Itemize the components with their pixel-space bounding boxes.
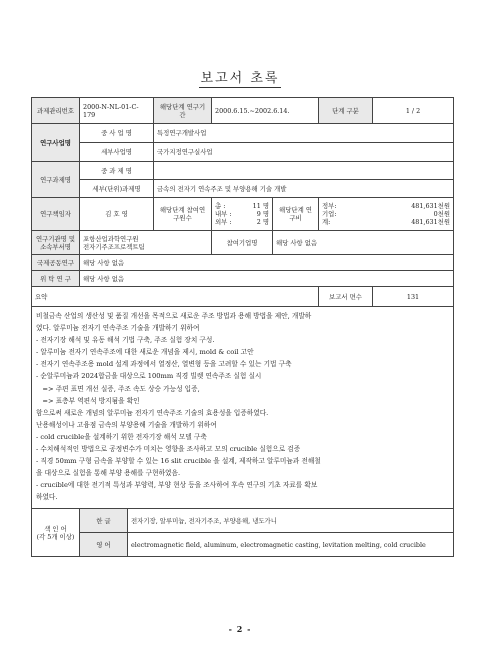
participant-count-label: 해당단계 참여연구원수 bbox=[154, 198, 212, 231]
report-title bbox=[0, 67, 480, 86]
outer-count: 외부 : 2 명 bbox=[215, 218, 269, 226]
summary-line: => 주편 표면 개선 실증, 주조 속도 상승 가능성 입증, bbox=[36, 384, 200, 393]
row-consignment bbox=[32, 271, 454, 287]
keywords-ko-value: 전자기장, 알루미늄, 전자기주조, 부양용해, 냉도가니 bbox=[128, 509, 454, 533]
summary-line: 였다. 알루미늄 전자기 연속주조 기술을 개발하기 위하여 bbox=[36, 324, 200, 333]
keywords-ko-label: 한 글 bbox=[80, 509, 128, 533]
summary-line: 비철금속 산업의 생산성 및 품질 개선을 목적으로 새로운 주조 방법과 용해 방법을 제안, 개발하 bbox=[36, 312, 312, 320]
total-count: 총 : 11 명 bbox=[215, 202, 269, 210]
sum-cost: 계: 481,631천원 bbox=[322, 218, 451, 226]
big-task-value bbox=[154, 162, 454, 180]
org-department: 전자기주조프로젝트팀 bbox=[83, 242, 145, 251]
summary-line: 하였다. bbox=[36, 493, 58, 502]
intl-value: 해당 사항 없음 bbox=[80, 255, 454, 271]
summary-line: - 전자기 연속주조용 mold 설계 과정에서 열정산, 열변형 등을 고려할 수 있는 기법 구축 bbox=[36, 360, 292, 369]
mgmt-label: 과제관리번호 bbox=[32, 98, 80, 124]
row-staff bbox=[32, 198, 454, 231]
detail-project-label: 세부사업명 bbox=[80, 143, 154, 162]
row-summary-body bbox=[32, 307, 454, 509]
summary-line: - cold crucible을 설계하기 위한 전자기장 해석 모델 구축 bbox=[36, 432, 207, 441]
inner-count: 내부 : 9 명 bbox=[215, 210, 269, 218]
row-keywords-ko bbox=[32, 509, 454, 533]
summary-line: 함으로써 새로운 개념의 알루미늄 전자기 연속주조 기술의 효용성을 입증하였다. bbox=[36, 408, 269, 417]
intl-label: 국제공동연구 bbox=[32, 255, 80, 271]
row-project-mid bbox=[32, 124, 454, 143]
keywords-en-label: 영 어 bbox=[80, 533, 128, 557]
keywords-en-value: electromagnetic field, aluminum, electromagnetic casting, levitation melting, cold crucible bbox=[128, 533, 454, 557]
row-keywords-en bbox=[32, 533, 454, 557]
pages-label: 보고서 면수 bbox=[319, 287, 373, 307]
stage-value: 1 / 2 bbox=[373, 98, 454, 124]
summary-line: - crucible에 대한 전기적 특성과 부양력, 부양 현상 등을 조사하여 후속 연구의 기초 자료를 확보 bbox=[36, 481, 318, 490]
summary-body bbox=[32, 307, 454, 509]
summary-line: - 수치해석적인 방법으로 공정변수가 미치는 영향을 조사하고 모의 crucible 실험으로 검증 bbox=[36, 445, 301, 454]
consign-value: 해당 사항 없음 bbox=[80, 271, 454, 287]
mgmt-value: 2000-N-NL-01-C-179 bbox=[80, 98, 154, 124]
participant-counts bbox=[212, 198, 273, 231]
partner-value: 해당 사항 없음 bbox=[273, 231, 454, 255]
summary-line: - 순알루미늄과 2024합금을 대상으로 100mm 직경 빌렛 연속주조 실험 실시 bbox=[36, 372, 262, 381]
task-label: 연구과제명 bbox=[32, 162, 80, 198]
corp-cost: 기업: 0천원 bbox=[322, 210, 451, 218]
research-costs bbox=[319, 198, 454, 231]
project-label: 연구사업명 bbox=[32, 124, 80, 162]
row-summary-header bbox=[32, 287, 454, 307]
leader-name: 김 호 영 bbox=[80, 198, 154, 231]
summary-line: 을 대상으로 실험을 통해 부양 용해를 구현하였음. bbox=[36, 469, 181, 478]
summary-line: => 표층부 역편석 방지됨을 확인 bbox=[36, 396, 140, 405]
pages-value: 131 bbox=[373, 287, 454, 307]
keywords-label: 색 인 어 (각 5개 이상) bbox=[32, 509, 80, 557]
unit-task-value: 금속의 전자기 연속주조 및 부양용해 기술 개발 bbox=[154, 180, 454, 198]
summary-line: - 전자기장 해석 및 유동 해석 기법 구축, 주조 실험 장치 구성. bbox=[36, 336, 215, 345]
research-cost-label: 해당단계 연구비 bbox=[273, 198, 319, 231]
org-label: 연구기관명 및 소속부서명 bbox=[32, 231, 80, 255]
consign-label: 위 탁 연 구 bbox=[32, 271, 80, 287]
report-title-text: 보고서 초록 bbox=[200, 71, 280, 86]
row-task-unit bbox=[32, 180, 454, 198]
partner-label: 참여기업명 bbox=[212, 231, 273, 255]
row-organization bbox=[32, 231, 454, 255]
row-international bbox=[32, 255, 454, 271]
summary-line: - 직경 50mm 구형 금속을 부양할 수 있는 16 slit crucible 을 설계, 제작하고 알루미늄과 전해철 bbox=[36, 457, 321, 466]
summary-label: 요약 bbox=[32, 287, 319, 307]
gov-cost: 정부: 481,631천원 bbox=[322, 202, 451, 210]
detail-project-value: 국가지정연구실사업 bbox=[154, 143, 454, 162]
big-task-label: 중 과 제 명 bbox=[80, 162, 154, 180]
report-summary-table bbox=[31, 97, 454, 557]
stage-label: 단계 구분 bbox=[319, 98, 373, 124]
row-task-big bbox=[32, 162, 454, 180]
summary-line: - 알루미늄 전자기 연속주조에 대한 새로운 개념을 제시, mold & coil 고안 bbox=[36, 348, 254, 357]
leader-label: 연구책임자 bbox=[32, 198, 80, 231]
org-value bbox=[80, 231, 212, 255]
mid-project-value: 특정연구개발사업 bbox=[154, 124, 454, 143]
row-project-detail bbox=[32, 143, 454, 162]
period-value: 2000.6.15.~2002.6.14. bbox=[212, 98, 319, 124]
summary-line: 난용해성이나 고융점 금속의 부양용해 기술을 개발하기 위하여 bbox=[36, 420, 217, 429]
mid-project-label: 중 사 업 명 bbox=[80, 124, 154, 143]
org-name: 포항산업과학연구원 bbox=[83, 234, 139, 243]
period-label: 해당단계 연구기간 bbox=[154, 98, 212, 124]
unit-task-label: 세부(단위)과제명 bbox=[80, 180, 154, 198]
row-management bbox=[32, 98, 454, 124]
page-number: - 2 - bbox=[228, 624, 252, 634]
